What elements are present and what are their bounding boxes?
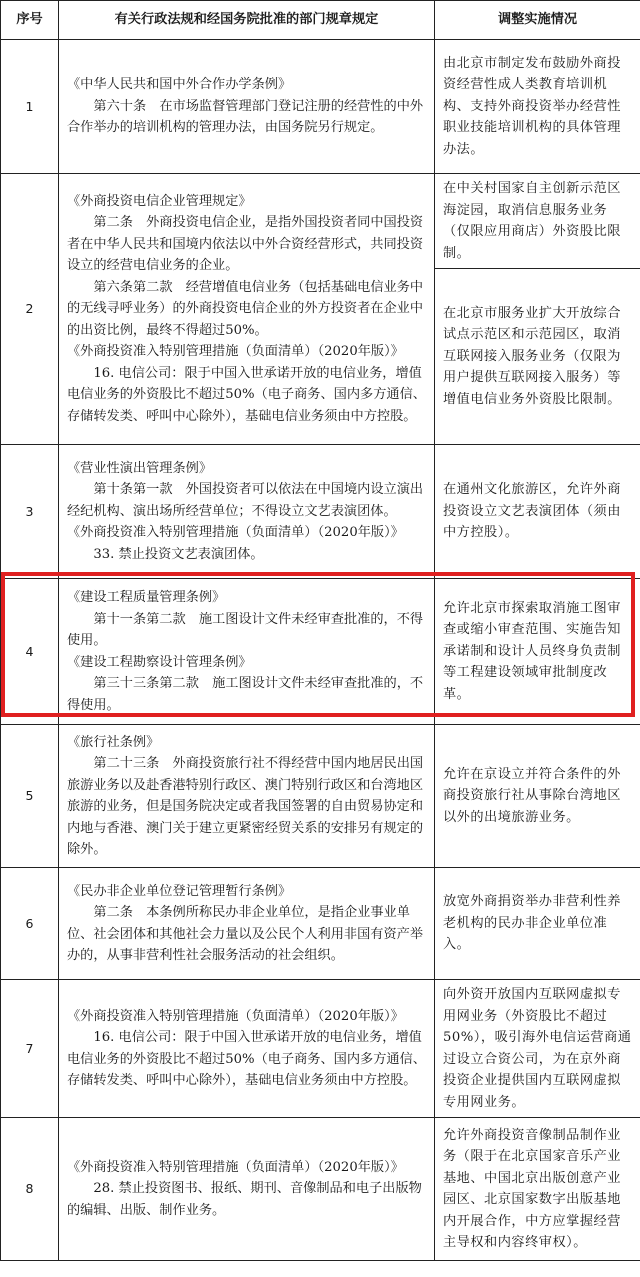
adjust-text: 允许外商投资音像制品制作业务（限于在北京国家音乐产业基地、中国北京出版创意产业园区、北京国家数字出版基地内开展合作，中方应掌握经营主导权和内容终审权）。	[443, 1127, 621, 1250]
regulation-title: 《中华人民共和国中外合作办学条例》	[67, 77, 292, 93]
row-number: 6	[1, 868, 59, 980]
adjust-cell	[435, 1118, 640, 1261]
adjust-text: 由北京市制定发布鼓励外商投资经营性成人类教育培训机构、支持外商投资举办经营性职业技能培训机构的具体管理办法。	[443, 55, 621, 157]
table-row	[1, 725, 640, 868]
adjust-cell	[435, 868, 640, 980]
row-number: 5	[1, 725, 59, 868]
regulation-title: 《旅行社条例》	[67, 734, 160, 750]
adjust-cell	[435, 980, 640, 1118]
row-number: 2	[1, 174, 59, 445]
rules-cell	[59, 980, 435, 1118]
adjust-text: 在中关村国家自主创新示范区海淀园，取消信息服务业务（仅限应用商店）外资股比限制。	[443, 181, 621, 261]
rules-cell	[59, 1118, 435, 1261]
header-no: 序号	[1, 1, 59, 40]
adjust-cell	[435, 40, 640, 174]
rules-cell	[59, 174, 435, 445]
regulation-clause: 第二十三条 外商投资旅行社不得经营中国内地居民出国旅游业务以及赴香港特别行政区、澳门特别行政区和台湾地区旅游的业务，但是国务院决定或者我国签署的自由贸易协定和内地与香港、澳门关于建立更紧密经贸关系的安排另有规定的除外。	[67, 756, 424, 857]
regulation-clause: 第三十三条第二款 施工图设计文件未经审查批准的，不得使用。	[67, 676, 424, 713]
adjust-text: 放宽外商捐资举办非营利性养老机构的民办非企业单位准入。	[443, 894, 621, 953]
regulation-title: 《外商投资电信企业管理规定》	[67, 193, 252, 209]
regulation-clause: 第二条 外商投资电信企业，是指外国投资者同中国投资者在中华人民共和国境内依法以中外合资经营形式，共同投资设立的经营电信业务的企业。	[67, 215, 424, 274]
table-row-highlighted	[1, 579, 640, 725]
adjust-cell	[435, 725, 640, 868]
adjust-text: 允许北京市探索取消施工图审查或缩小审查范围、实施告知承诺制和设计人员终身负责制等工程建设领域审批制度改革。	[443, 600, 621, 702]
regulation-title: 《民办非企业单位登记管理暂行条例》	[67, 883, 292, 899]
regulation-title: 《营业性演出管理条例》	[67, 460, 213, 476]
regulation-clause: 28. 禁止投资图书、报纸、期刊、音像制品和电子出版物的编辑、出版、制作业务。	[67, 1181, 422, 1218]
row-number: 3	[1, 445, 59, 579]
adjust-text: 在北京市服务业扩大开放综合试点示范区和示范园区，取消互联网接入服务业务（仅限为用户提供互联网接入服务）等增值电信业务外资股比限制。	[443, 305, 621, 407]
table-row	[1, 980, 640, 1118]
regulation-clause: 第六十条 在市场监督管理部门登记注册的经营性的中外合作举办的培训机构的管理办法，由国务院另行规定。	[67, 98, 424, 136]
regulation-title: 《建设工程勘察设计管理条例》	[67, 654, 252, 670]
row-number: 4	[1, 579, 59, 725]
table-header-row	[1, 1, 640, 40]
row-number: 1	[1, 40, 59, 174]
regulation-clause: 16. 电信公司：限于中国入世承诺开放的电信业务，增值电信业务的外资股比不超过50%（电子商务、国内多方通信、存储转发类、呼叫中心除外），基础电信业务须由中方控股。	[67, 365, 426, 424]
regulation-title: 《建设工程质量管理条例》	[67, 590, 226, 605]
regulation-clause: 第十条第一款 外国投资者可以依法在中国境内设立演出经纪机构、演出场所经营单位；不得设立文艺表演团体。	[67, 482, 424, 519]
rules-cell	[59, 445, 435, 579]
regulation-clause: 第二条 本条例所称民办非企业单位，是指企业事业单位、社会团体和其他社会力量以及公民个人利用非国有资产举办的，从事非营利性社会服务活动的社会组织。	[67, 905, 424, 963]
adjust-cell	[435, 174, 640, 269]
row-number: 7	[1, 980, 59, 1118]
regulation-clause: 第十一条第二款 施工图设计文件未经审查批准的，不得使用。	[67, 611, 424, 648]
row-number: 8	[1, 1118, 59, 1261]
adjust-cell	[435, 579, 640, 725]
adjust-text: 允许在京设立并符合条件的外商投资旅行社从事除台湾地区以外的出境旅游业务。	[443, 766, 621, 825]
regulation-title: 《外商投资准入特别管理措施（负面清单）（2020年版）》	[67, 525, 404, 541]
table-row	[1, 174, 640, 269]
header-rules: 有关行政法规和经国务院批准的部门规章规定	[59, 1, 435, 40]
table-row	[1, 40, 640, 174]
table-row	[1, 445, 640, 579]
rules-cell	[59, 579, 435, 725]
regulation-clause: 第六条第二款 经营增值电信业务（包括基础电信业务中的无线寻呼业务）的外商投资电信企业的外方投资者在企业中的出资比例，最终不得超过50%。	[67, 279, 424, 338]
rules-cell	[59, 725, 435, 868]
adjust-cell	[435, 445, 640, 579]
regulation-title: 《外商投资准入特别管理措施（负面清单）（2020年版）》	[67, 344, 404, 360]
adjust-cell	[435, 269, 640, 445]
regulation-title: 《外商投资准入特别管理措施（负面清单）（2020年版）》	[67, 1008, 404, 1024]
regulation-clause: 16. 电信公司：限于中国入世承诺开放的电信业务，增值电信业务的外资股比不超过50%（电子商务、国内多方通信、存储转发类、呼叫中心除外），基础电信业务须由中方控股。	[67, 1030, 426, 1088]
rules-cell	[59, 40, 435, 174]
regulation-title: 《外商投资准入特别管理措施（负面清单）（2020年版）》	[67, 1159, 404, 1175]
adjust-text: 在通州文化旅游区，允许外商投资设立文艺表演团体（须由中方控股）。	[443, 482, 621, 541]
table-row	[1, 868, 640, 980]
regulation-clause: 33. 禁止投资文艺表演团体。	[93, 546, 264, 562]
adjust-text: 向外资开放国内互联网虚拟专用网业务（外资股比不超过50%），吸引海外电信运营商通过设立合资公司，为在京外商投资企业提供国内互联网虚拟专用网业务。	[443, 987, 632, 1110]
header-adjust: 调整实施情况	[435, 1, 640, 40]
table-row	[1, 1118, 640, 1261]
rules-cell	[59, 868, 435, 980]
